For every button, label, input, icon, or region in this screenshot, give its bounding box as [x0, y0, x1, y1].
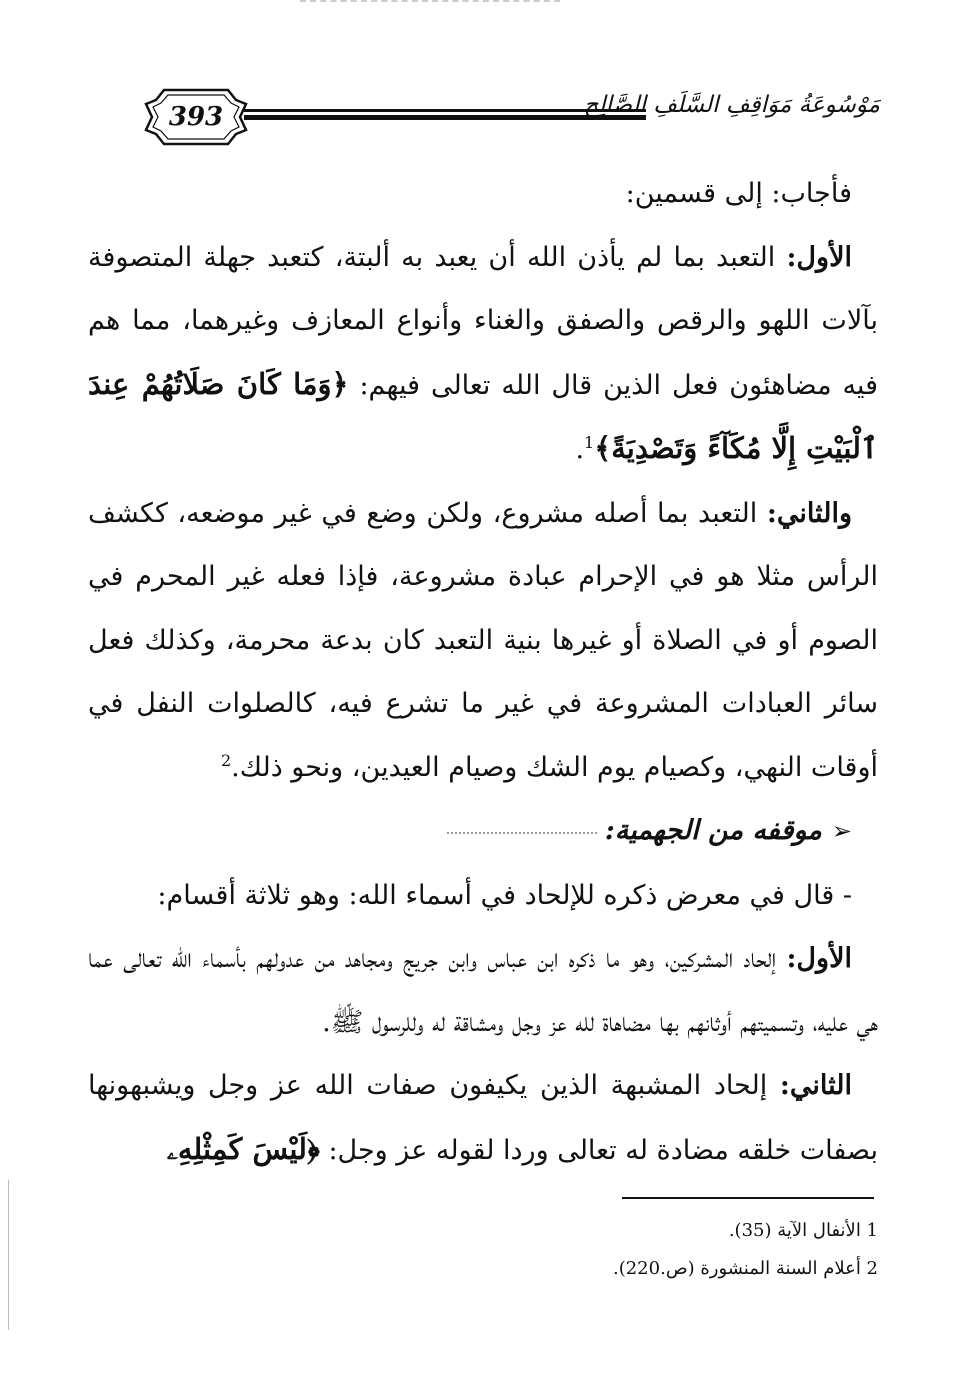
scan-artifact-top — [300, 0, 560, 4]
footnote-1: 1 الأنفال الآية (35). — [728, 1220, 878, 1241]
paragraph-ilhad-intro: - قال في معرض ذكره للإلحاد في أسماء الله: وهو ثلاثة أقسام: — [157, 879, 852, 911]
paragraph-ilhad-first — [88, 927, 878, 1054]
footnote-ref-2[interactable]: 2 — [220, 750, 232, 770]
label-ilhad-second: الثاني: — [779, 1070, 852, 1101]
arrow-bullet-icon: ➢ — [831, 817, 852, 845]
footnote-separator — [622, 1197, 874, 1199]
text-second: التعبد بما أصله مشروع، ولكن وضع في غير موضعه، ككشف الرأس مثلا هو في الإحرام عبادة مشروعة، فإذا فعله غير المحرم في الصوم أو في الصلاة أو غيرها بنية التعبد كان بدعة محرمة، وكذلك فعل سائر العبادات المشروعة في غير ما تشرع فيه، كالصلوات النفل في أوقات النهي، وكصيام يوم الشك وصيام العيدين، ونحو ذلك. — [88, 497, 879, 783]
scan-artifact-edge — [8, 1180, 9, 1330]
page-number-badge — [144, 88, 248, 146]
section-heading: موقفه من الجهمية: — [604, 815, 822, 846]
footnote-2: 2 أعلام السنة المنشورة (ص.220). — [612, 1258, 878, 1279]
label-first: الأول: — [786, 241, 852, 273]
text-first: التعبد بما لم يأذن الله أن يعبد به ألبتة، كتعبد جهلة المتصوفة بآلات اللهو والرقص والصفق والغناء وأنواع المعازف وغيرهما، مما هم فيه مضاهئون فعل الذين قال الله تعالى فيهم: — [88, 241, 878, 401]
text-first-end: . — [575, 434, 585, 465]
quran-verse-2: ﴿لَيْسَ كَمِثْلِهِۦ — [166, 1131, 320, 1166]
label-second: والثاني: — [766, 497, 852, 529]
main-text — [88, 162, 878, 1182]
paragraph-answer: فأجاب: إلى قسمين: — [625, 178, 852, 209]
section-heading-line — [88, 799, 878, 864]
paragraph-ilhad-second — [88, 1054, 878, 1182]
label-ilhad-first: الأول: — [786, 943, 852, 974]
paragraph-first-type — [88, 226, 878, 482]
quran-verse-1: ﴿وَمَا كَانَ صَلَاتُهُمْ عِندَ ٱلْبَيْتِ إِلَّا مُكَآءً وَتَصْدِيَةً﴾ — [88, 366, 878, 465]
text-ilhad-first: إلحاد المشركين، وهو ما ذكره ابن عباس وابن جريج ومجاهد من عدولهم بأسماء الله تعالى عما هي عليه، وتسميتهم أوثانهم بها مضاهاة لله عز وجل ومشاقة له وللرسول ﷺ. — [88, 943, 878, 1038]
paragraph-second-type — [88, 482, 878, 800]
dotted-leader — [447, 830, 597, 834]
page-number: 393 — [168, 102, 224, 132]
text-ilhad-second: إلحاد المشبهة الذين يكيفون صفات الله عز وجل ويشبهونها بصفات خلقه مضادة له تعالى وردا لقوله عز وجل: — [88, 1070, 878, 1166]
series-title: مَوْسُوعَةُ مَوَاقِفِ السَّلَفِ الصَّالِح — [583, 92, 880, 118]
footnotes — [560, 1212, 878, 1288]
page-header — [140, 86, 880, 150]
footnote-ref-1[interactable]: 1 — [584, 433, 595, 452]
